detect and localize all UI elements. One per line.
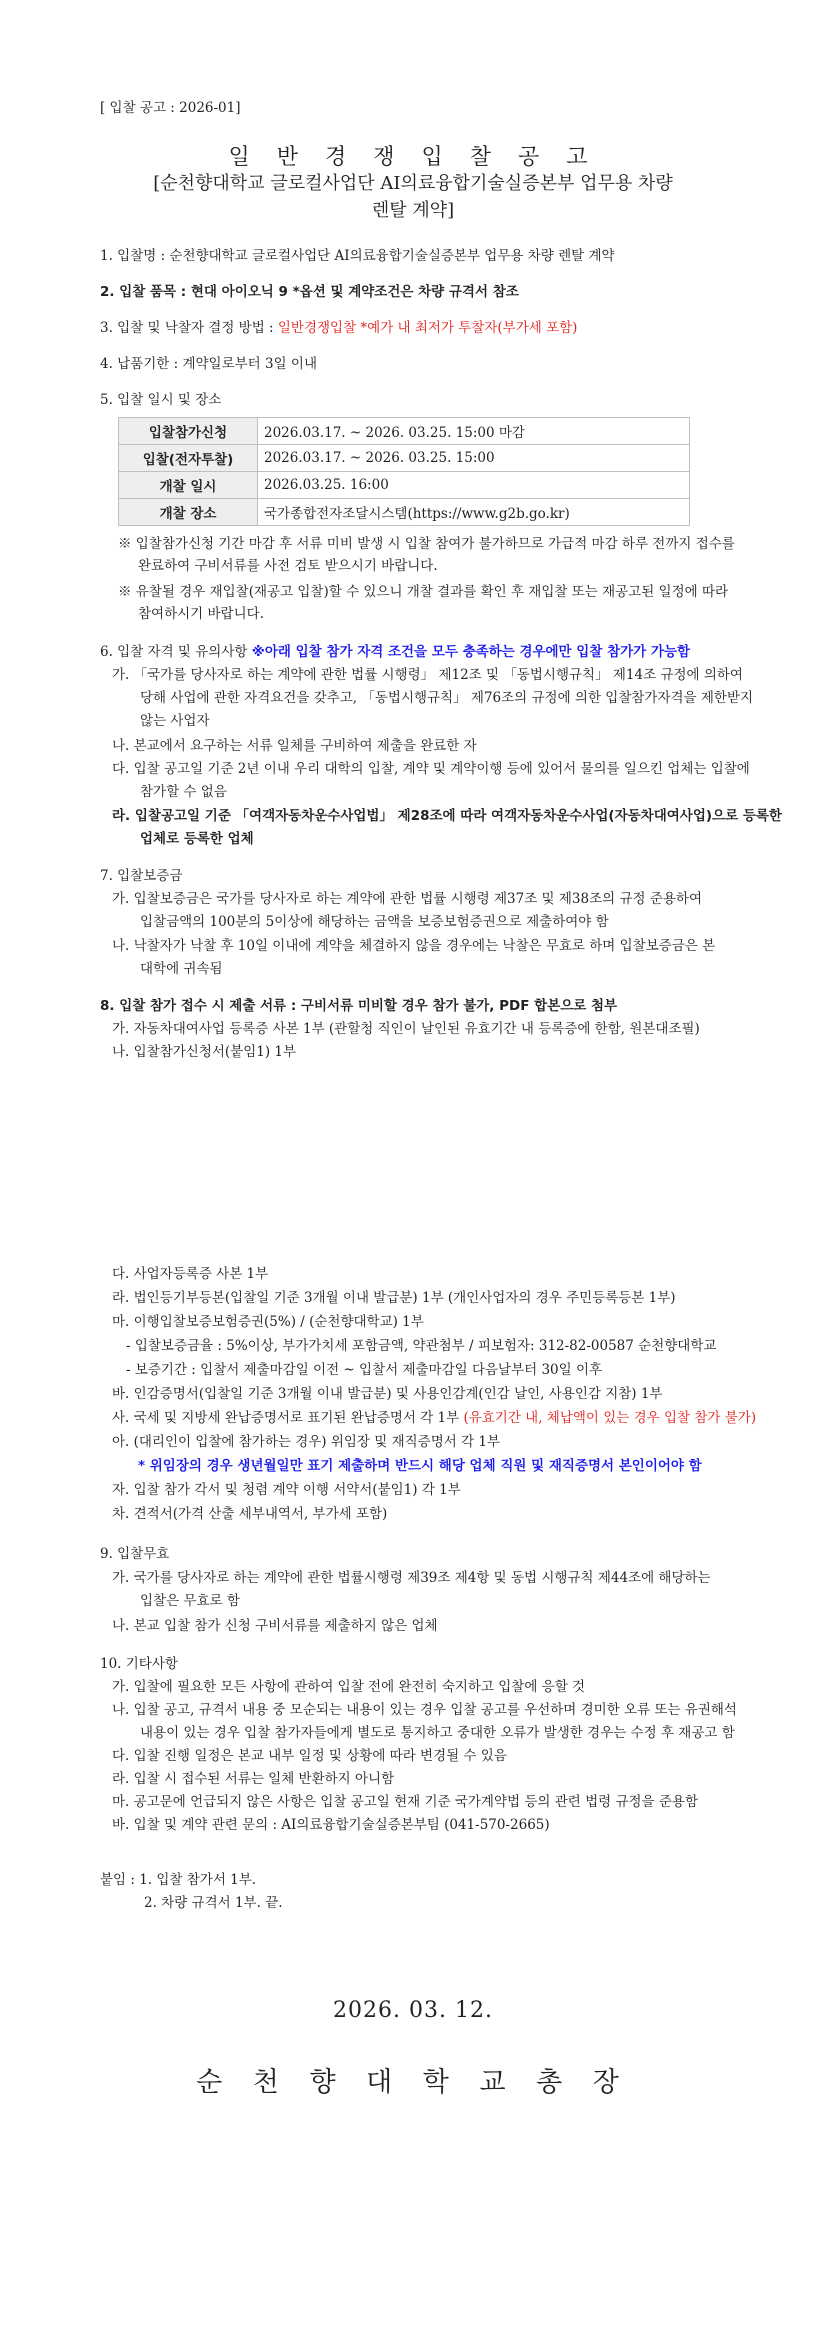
section-4: 4. 납품기한 : 계약일로부터 3일 이내	[100, 356, 318, 372]
schedule-value: 2026.03.25. 16:00	[258, 472, 690, 499]
section-1: 1. 입찰명 : 순천향대학교 글로컬사업단 AI의료융합기술실증본부 업무용 차량 렌탈 계약	[100, 248, 615, 264]
list-item: 대학에 귀속됨	[140, 961, 223, 977]
list-item: 않는 사업자	[140, 713, 210, 729]
issue-date: 2026. 03. 12.	[333, 1998, 493, 2023]
table-row	[119, 472, 690, 499]
list-item: 다. 입찰 진행 일정은 본교 내부 일정 및 상황에 따라 변경될 수 있음	[112, 1748, 507, 1764]
list-item: 차. 견적서(가격 산출 세부내역서, 부가세 포함)	[112, 1506, 388, 1522]
list-item: 가. 입찰에 필요한 모든 사항에 관하여 입찰 전에 완전히 숙지하고 입찰에 응할 것	[112, 1679, 586, 1695]
notice-number: [ 입찰 공고 : 2026-01]	[100, 100, 241, 116]
schedule-label: 개찰 장소	[119, 499, 258, 526]
schedule-note: 완료하여 구비서류를 사전 검토 받으시기 바랍니다.	[138, 558, 438, 574]
list-item: 바. 입찰 및 계약 관련 문의 : AI의료융합기술실증본부팀 (041-570-2665)	[112, 1817, 550, 1833]
list-item: - 입찰보증금율 : 5%이상, 부가가치세 포함금액, 약관첨부 / 피보험자: 312-82-00587 순천향대학교	[126, 1338, 717, 1354]
section-3-method: 일반경쟁입찰 *예가 내 최저가 투찰자(부가세 포함)	[277, 320, 578, 336]
list-item: 마. 공고문에 언급되지 않은 사항은 입찰 공고일 현재 기준 국가계약법 등의 관련 법령 규정을 준용함	[112, 1794, 699, 1810]
section-2: 2. 입찰 품목 : 현대 아이오닉 9 *옵션 및 계약조건은 차량 규격서 참조	[100, 284, 519, 300]
list-item: 업체로 등록한 업체	[140, 831, 254, 847]
section-6-title: 6. 입찰 자격 및 유의사항	[100, 644, 252, 660]
list-item: 바. 인감증명서(입찰일 기준 3개월 이내 발급분) 및 사용인감계(인감 날인, 사용인감 지참) 1부	[112, 1386, 663, 1402]
section-6-heading	[100, 642, 690, 662]
list-item: 가. 입찰보증금은 국가를 당사자로 하는 계약에 관한 법률 시행령 제37조 및 제38조의 규정 준용하여	[112, 891, 702, 907]
list-item: 나. 낙찰자가 낙찰 후 10일 이내에 계약을 체결하지 않을 경우에는 낙찰은 무효로 하며 입찰보증금은 본	[112, 938, 716, 954]
tax-certificate: 사. 국세 및 지방세 완납증명서로 표기된 완납증명서 각 1부	[112, 1410, 464, 1426]
schedule-label: 입찰참가신청	[119, 418, 258, 445]
list-item: 참가할 수 없음	[140, 784, 227, 800]
schedule-value: 2026.03.17. ~ 2026. 03.25. 15:00	[258, 445, 690, 472]
subtitle-line: [순천향대학교 글로컬사업단 AI의료융합기술실증본부 업무용 차량	[153, 173, 673, 194]
schedule-label: 개찰 일시	[119, 472, 258, 499]
document-subtitle	[130, 170, 696, 224]
list-item: 다. 입찰 공고일 기준 2년 이내 우리 대학의 입찰, 계약 및 계약이행 등에 있어서 물의를 일으킨 업체는 입찰에	[112, 761, 750, 777]
list-item	[112, 1408, 756, 1428]
schedule-note: ※ 유찰될 경우 재입찰(재공고 입찰)할 수 있으니 개찰 결과를 확인 후 재입찰 또는 재공고된 일정에 따라	[118, 584, 729, 600]
section-8-heading: 8. 입찰 참가 접수 시 제출 서류 : 구비서류 미비할 경우 참가 불가, PDF 합본으로 첨부	[100, 998, 618, 1014]
table-row	[119, 499, 690, 526]
list-item: 라. 입찰공고일 기준 「여객자동차운수사업법」 제28조에 따라 여객자동차운수사업(자동차대여사업)으로 등록한	[112, 808, 782, 824]
list-item: 라. 입찰 시 접수된 서류는 일체 반환하지 아니함	[112, 1771, 395, 1787]
section-3	[100, 318, 577, 338]
schedule-note: ※ 입찰참가신청 기간 마감 후 서류 미비 발생 시 입찰 참여가 불가하므로 가급적 마감 하루 전까지 접수를	[118, 536, 735, 552]
tax-certificate-warning: (유효기간 내, 체납액이 있는 경우 입찰 참가 불가)	[463, 1410, 757, 1426]
table-row	[119, 418, 690, 445]
issuer-name: 순 천 향 대 학 교 총 장	[196, 2067, 630, 2098]
list-item: 내용이 있는 경우 입찰 참가자들에게 별도로 통지하고 중대한 오류가 발생한 경우는 수정 후 재공고 함	[140, 1725, 735, 1741]
list-item: 입찰은 무효로 함	[140, 1593, 240, 1609]
schedule-value: 2026.03.17. ~ 2026. 03.25. 15:00 마감	[258, 418, 690, 445]
subtitle-line: 렌탈 계약]	[371, 200, 455, 221]
list-item: 가. 「국가를 당사자로 하는 계약에 관한 법률 시행령」 제12조 및 「동법시행규칙」 제14조 규정에 의하여	[112, 667, 743, 683]
section-6-warning: ※아래 입찰 참가 자격 조건을 모두 충족하는 경우에만 입찰 참가가 가능함	[251, 644, 691, 660]
section-5: 5. 입찰 일시 및 장소	[100, 392, 222, 408]
list-item: 당해 사업에 관한 자격요건을 갖추고, 「동법시행규칙」 제76조의 규정에 의한 입찰참가자격을 제한받지	[140, 690, 754, 706]
list-item: 가. 자동차대여사업 등록증 사본 1부 (관할청 직인이 날인된 유효기간 내 등록증에 한함, 원본대조필)	[112, 1021, 700, 1037]
schedule-note: 참여하시기 바랍니다.	[138, 606, 264, 622]
list-item: 입찰금액의 100분의 5이상에 해당하는 금액을 보증보험증권으로 제출하여야 함	[140, 914, 609, 930]
schedule-value: 국가종합전자조달시스템(https://www.g2b.go.kr)	[258, 499, 690, 526]
list-item: - 보증기간 : 입찰서 제출마감일 이전 ~ 입찰서 제출마감일 다음날부터 30일 이후	[126, 1362, 603, 1378]
list-item: 나. 본교에서 요구하는 서류 일체를 구비하여 제출을 완료한 자	[112, 738, 477, 754]
list-item: 나. 입찰참가신청서(붙임1) 1부	[112, 1044, 297, 1060]
section-9-heading: 9. 입찰무효	[100, 1546, 170, 1562]
section-3-label: 3. 입찰 및 낙찰자 결정 방법 :	[100, 320, 278, 336]
list-item: 자. 입찰 참가 각서 및 청렴 계약 이행 서약서(붙임1) 각 1부	[112, 1482, 461, 1498]
list-item: 가. 국가를 당사자로 하는 계약에 관한 법률시행령 제39조 제4항 및 동법 시행규칙 제44조에 해당하는	[112, 1570, 711, 1586]
table-row	[119, 445, 690, 472]
list-item: 아. (대리인이 입찰에 참가하는 경우) 위임장 및 재직증명서 각 1부	[112, 1434, 501, 1450]
schedule-table	[118, 417, 690, 526]
list-item: 나. 본교 입찰 참가 신청 구비서류를 제출하지 않은 업체	[112, 1618, 438, 1634]
list-item: 다. 사업자등록증 사본 1부	[112, 1266, 269, 1282]
document-title: 일 반 경 쟁 입 찰 공 고	[228, 145, 598, 170]
section-7-heading: 7. 입찰보증금	[100, 868, 183, 884]
list-item: 나. 입찰 공고, 규격서 내용 중 모순되는 내용이 있는 경우 입찰 공고를 우선하며 경미한 오류 또는 유권해석	[112, 1702, 737, 1718]
delegation-warning: * 위임장의 경우 생년월일만 표기 제출하며 반드시 해당 업체 직원 및 재직증명서 본인이어야 함	[138, 1458, 702, 1474]
list-item: 라. 법인등기부등본(입찰일 기준 3개월 이내 발급분) 1부 (개인사업자의 경우 주민등록등본 1부)	[112, 1290, 676, 1306]
section-10-heading: 10. 기타사항	[100, 1656, 178, 1672]
schedule-label: 입찰(전자투찰)	[119, 445, 258, 472]
attachment-line: 붙임 : 1. 입찰 참가서 1부.	[100, 1872, 257, 1888]
list-item: 마. 이행입찰보증보험증권(5%) / (순천향대학교) 1부	[112, 1314, 424, 1330]
attachment-line: 2. 차량 규격서 1부. 끝.	[144, 1895, 283, 1911]
